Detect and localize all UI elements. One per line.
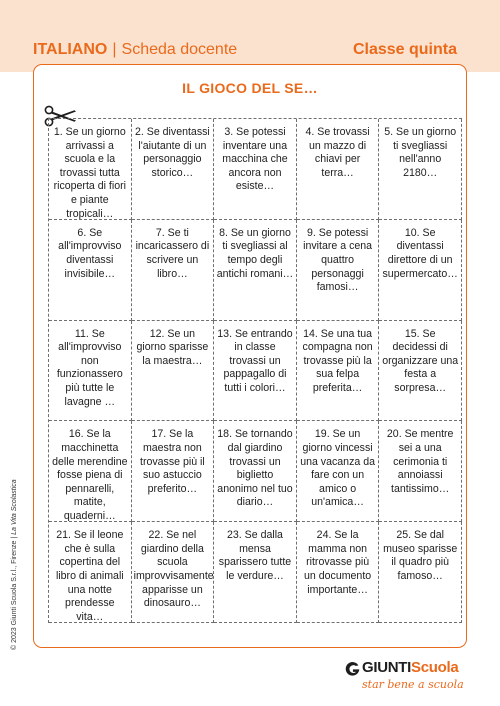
card: 20. Se mentre sei a una cerimonia ti annoiassi tantissimo… (379, 421, 462, 522)
magazine-name: La Vita Scolastica (11, 479, 18, 535)
card: 24. Se la mamma non ritrovasse più un documento importante… (297, 522, 380, 623)
copyright-notice (11, 479, 18, 650)
copyright-separator: | (11, 534, 18, 541)
card: 12. Se un giorno sparisse la maestra… (132, 321, 215, 422)
card: 1. Se un giorno arrivassi a scuola e la trovassi tutta ricoperta di fiori e piante tropicali… (49, 119, 132, 220)
card: 16. Se la macchinetta delle merendine fosse piena di pennarelli, matite, quaderni… (49, 421, 132, 522)
logo-name-accent: Scuola (411, 659, 459, 676)
subject-label: ITALIANO (33, 41, 108, 58)
logo-name: GIUNTI (362, 659, 412, 676)
cards-grid (48, 118, 462, 623)
header-band (0, 0, 500, 72)
card: 3. Se potessi inventare una macchina che ancora non esiste… (214, 119, 297, 220)
giunti-logo-mark (344, 660, 361, 677)
card: 6. Se all'improvviso diventassi invisibile… (49, 220, 132, 321)
page-title: IL GIOCO DEL SE… (182, 80, 318, 96)
sheet-header (33, 41, 237, 59)
sheet-type-label: Scheda docente (121, 41, 238, 58)
logo-wordmark (362, 659, 458, 676)
header-separator: | (112, 41, 117, 58)
card: 7. Se ti incaricassero di scrivere un libro… (132, 220, 215, 321)
card: 8. Se un giorno ti svegliassi al tempo degli antichi romani… (214, 220, 297, 321)
card: 11. Se all'improvviso non funzionassero più tutte le lavagne … (49, 321, 132, 422)
card: 15. Se decidessi di organizzare una festa a sorpresa… (379, 321, 462, 422)
card: 23. Se dalla mensa sparissero tutte le verdure… (214, 522, 297, 623)
card: 13. Se entrando in classe trovassi un pappagallo di tutti i colori… (214, 321, 297, 422)
card: 25. Se dal museo sparisse il quadro più famoso… (379, 522, 462, 623)
card: 19. Se un giorno vincessi una vacanza da fare con un amico o un'amica… (297, 421, 380, 522)
card: 5. Se un giorno ti svegliassi nell'anno 2180… (379, 119, 462, 220)
card: 10. Se diventassi direttore di un supermercato… (379, 220, 462, 321)
card: 18. Se tornando dal giardino trovassi un biglietto anonimo nel tuo diario… (214, 421, 297, 522)
card: 9. Se potessi invitare a cena quattro personaggi famosi… (297, 220, 380, 321)
logo-tagline: star bene a scuola (362, 678, 464, 691)
card: 17. Se la maestra non trovasse più il suo astuccio preferito… (132, 421, 215, 522)
card: 21. Se il leone che è sulla copertina del libro di animali una notte prendesse vita… (49, 522, 132, 623)
card: 2. Se diventassi l'aiutante di un personaggio storico… (132, 119, 215, 220)
card: 4. Se trovassi un mazzo di chiavi per terra… (297, 119, 380, 220)
publisher-logo (338, 657, 478, 701)
card: 14. Se una tua compagna non trovasse più la sua felpa preferita… (297, 321, 380, 422)
class-label: Classe quinta (352, 41, 457, 58)
card: 22. Se nel giardino della scuola improvvisamente apparisse un dinosauro… (132, 522, 215, 623)
copyright-text: © 2023 Giunti Scuola S.r.l., Firenze (11, 540, 18, 650)
